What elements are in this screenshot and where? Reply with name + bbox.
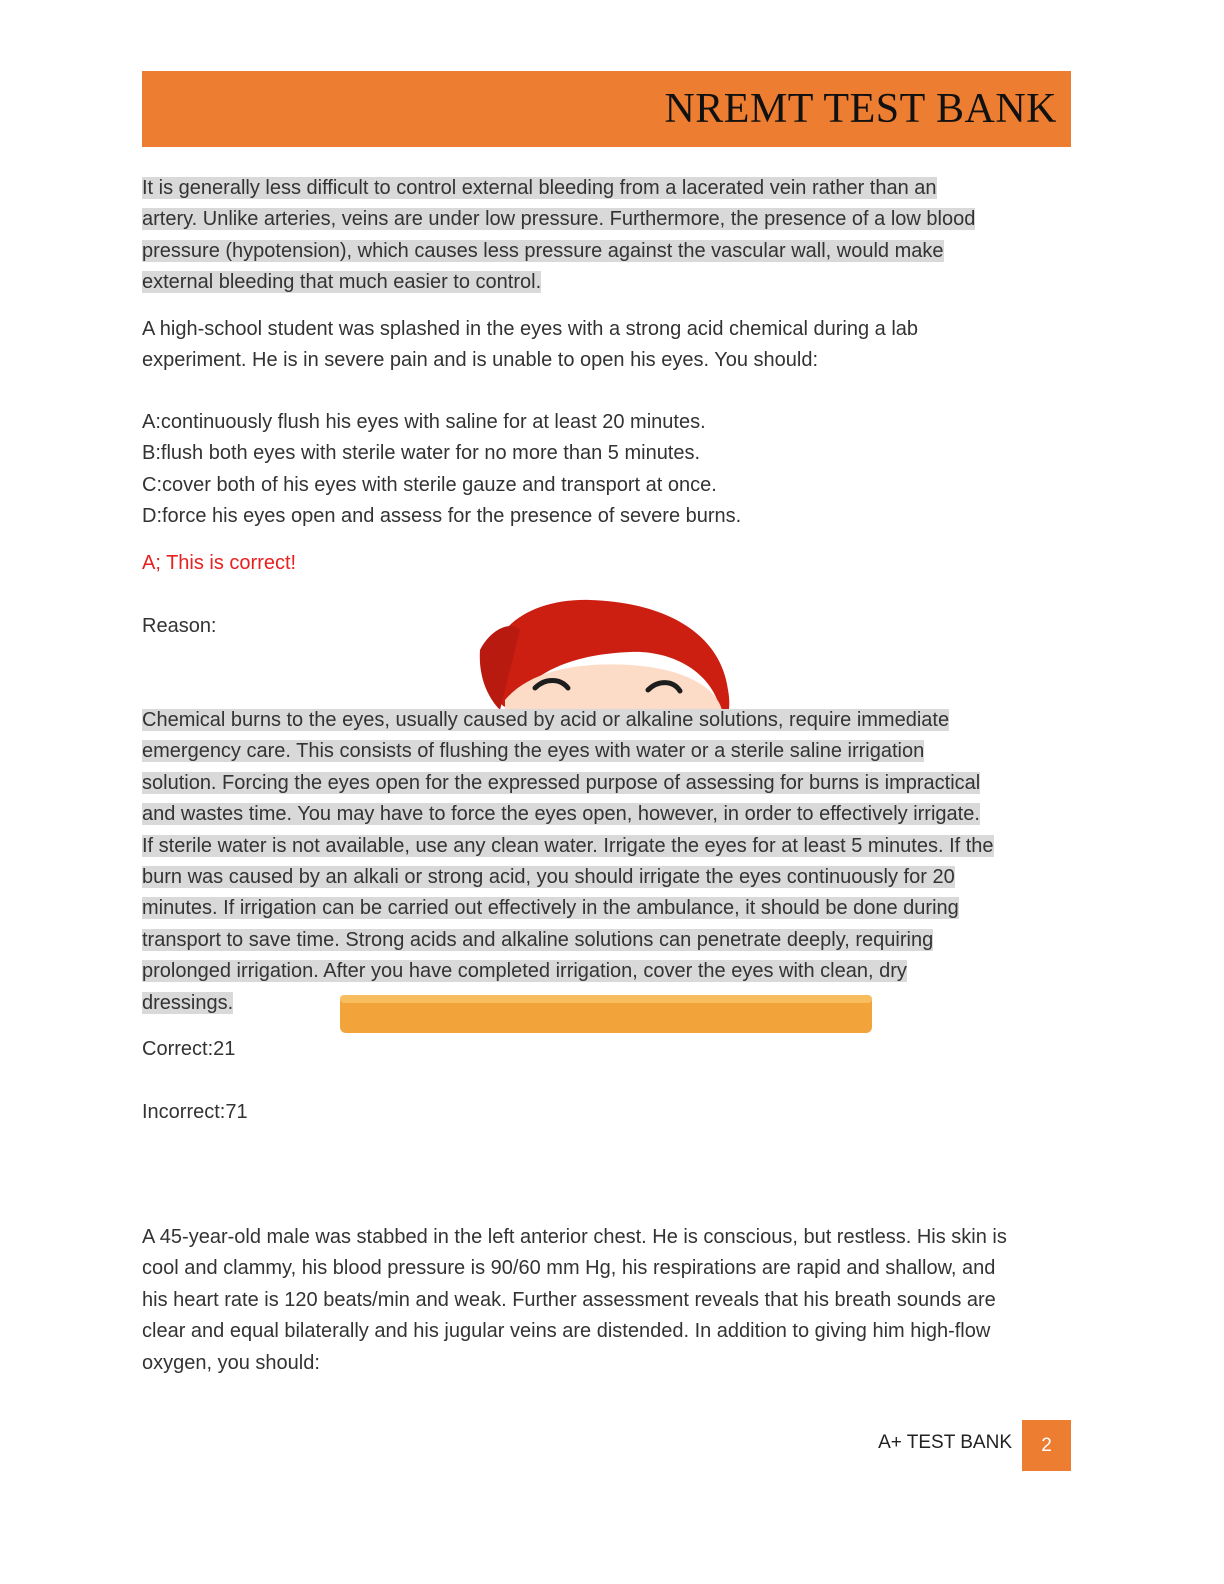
question-stem [142, 314, 1072, 377]
header-banner [142, 71, 1071, 147]
intro-line: It is generally less difficult to control external bleeding from a lacerated vein rather than an [142, 177, 937, 199]
intro-explanation [142, 173, 1072, 299]
reason-line: and wastes time. You may have to force the eyes open, however, in order to effectively irrigate. [142, 803, 980, 826]
reason-label: Reason: [142, 615, 217, 637]
next-question-line: oxygen, you should: [142, 1351, 320, 1374]
intro-line: pressure (hypotension), which causes less pressure against the vascular wall, would make [142, 239, 944, 262]
next-question-line: his heart rate is 120 beats/min and weak. Further assessment reveals that his breath sounds are [142, 1288, 996, 1311]
correct-count: Correct:21 [142, 1038, 236, 1060]
reason-explanation [142, 705, 1072, 1019]
header-title: NREMT TEST BANK [664, 86, 1057, 132]
footer-label: A+ TEST BANK [878, 1432, 1012, 1453]
incorrect-count: Incorrect:71 [142, 1101, 248, 1123]
intro-line: artery. Unlike arteries, veins are under low pressure. Furthermore, the presence of a low blood [142, 208, 976, 231]
reason-line: If sterile water is not available, use any clean water. Irrigate the eyes for at least 5 minutes. If the [142, 834, 994, 857]
next-question-stem [142, 1222, 1072, 1379]
option-c: C:cover both of his eyes with sterile gauze and transport at once. [142, 473, 717, 496]
reason-line: minutes. If irrigation can be carried out effectively in the ambulance, it should be done during [142, 897, 959, 920]
next-question-line: cool and clammy, his blood pressure is 90/60 mm Hg, his respirations are rapid and shallow, and [142, 1257, 996, 1280]
intro-line: external bleeding that much easier to control. [142, 271, 542, 294]
reason-line: Chemical burns to the eyes, usually caused by acid or alkaline solutions, require immediate [142, 709, 950, 731]
reason-line: emergency care. This consists of flushing the eyes with water or a sterile saline irrigation [142, 740, 925, 763]
next-question-line: A 45-year-old male was stabbed in the left anterior chest. He is conscious, but restless. His skin is [142, 1226, 1007, 1248]
option-d: D:force his eyes open and assess for the presence of severe burns. [142, 505, 742, 528]
question-stem-line: experiment. He is in severe pain and is unable to open his eyes. You should: [142, 349, 818, 372]
reason-line: prolonged irrigation. After you have completed irrigation, cover the eyes with clean, dry [142, 960, 907, 983]
reason-line: transport to save time. Strong acids and alkaline solutions can penetrate deeply, requiring [142, 928, 934, 951]
reason-line: dressings. [142, 991, 234, 1014]
reason-line: burn was caused by an alkali or strong acid, you should irrigate the eyes continuously for 20 [142, 866, 955, 889]
reason-line: solution. Forcing the eyes open for the expressed purpose of assessing for burns is impractical [142, 771, 981, 794]
question-stem-line: A high-school student was splashed in the eyes with a strong acid chemical during a lab [142, 318, 919, 340]
next-question-line: clear and equal bilaterally and his jugular veins are distended. In addition to giving him high-flow [142, 1320, 991, 1343]
answer-options [142, 407, 1072, 533]
correct-answer: A; This is correct! [142, 552, 297, 574]
page-number: 2 [1022, 1420, 1071, 1471]
option-a: A:continuously flush his eyes with saline for at least 20 minutes. [142, 411, 706, 433]
option-b: B:flush both eyes with sterile water for no more than 5 minutes. [142, 442, 701, 465]
